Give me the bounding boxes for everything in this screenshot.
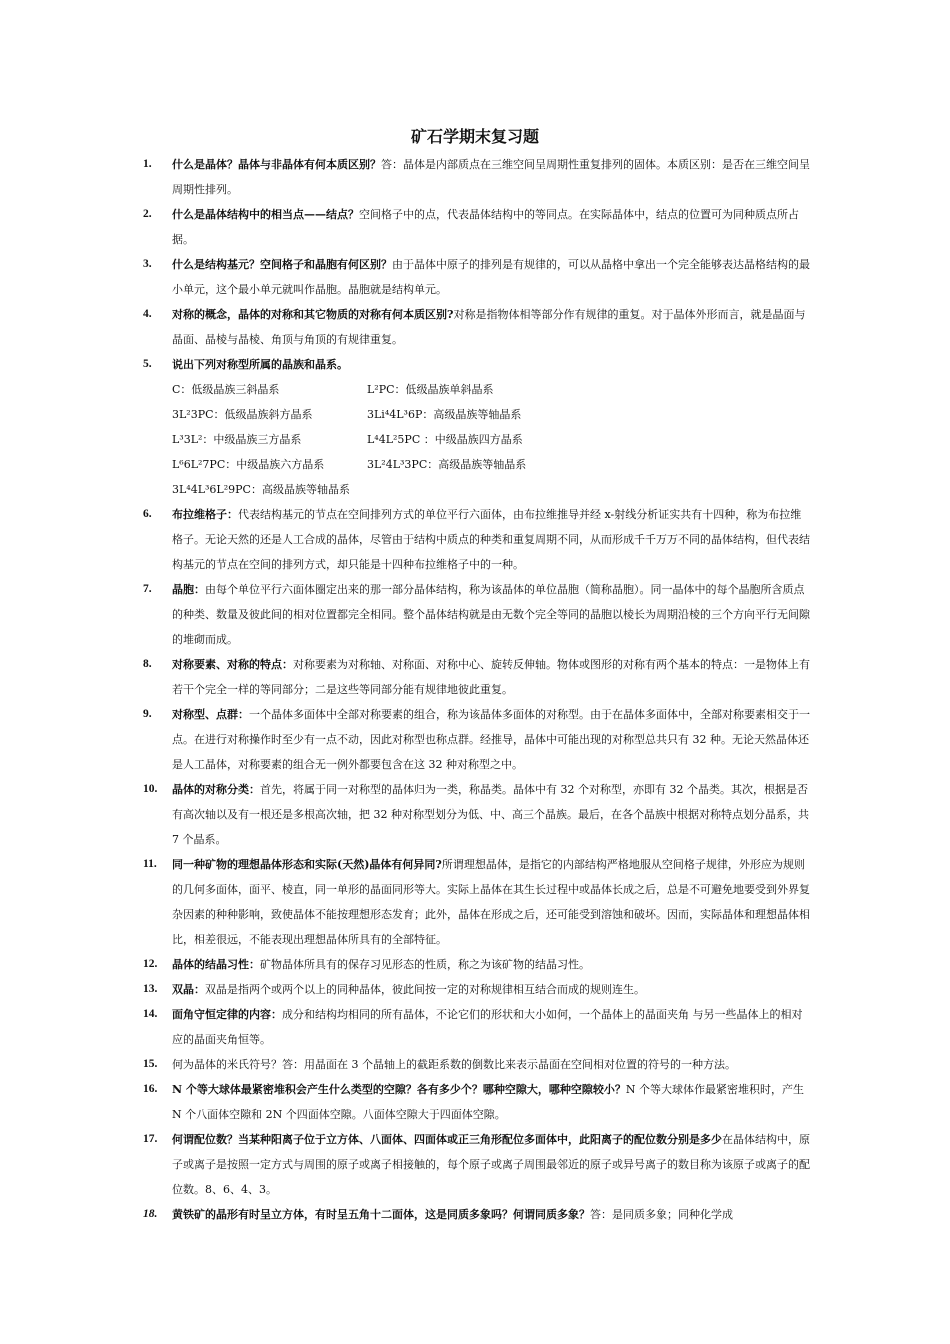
list-item — [0, 852, 812, 952]
item-number: 5. — [143, 358, 152, 370]
list-item — [0, 1052, 812, 1077]
answer: 所谓理想晶体，是指它的内部结构严格地服从空间格子规律，外形应为规则的几何多面体，面平、棱直，同一单形的晶面同形等大。实际上晶体在其生长过程中或晶体长成之后，总是不可避免地要受到外界复杂因素的种种影响，致使晶体不能按理想形态发育；此外，晶体在形成之后，还可能受到溶蚀和破坏。因而，实际晶体和理想晶体相比，相差很远，不能表现出理想晶体所具有的全部特征。 — [172, 858, 810, 946]
answer: 答：是同质多象；同种化学成 — [590, 1208, 733, 1221]
list-item — [0, 777, 812, 852]
item-number: 9. — [143, 708, 152, 720]
item-number: 7. — [143, 583, 152, 595]
symmetry-row — [172, 452, 812, 477]
question: 晶体的结晶习性： — [172, 958, 260, 971]
list-item — [0, 152, 812, 202]
answer: 空间格子中的点，代表晶体结构中的等同点。在实际晶体中，结点的位置可为同种质点所占据。 — [172, 208, 799, 246]
answer: 对称要素为对称轴、对称面、对称中心、旋转反伸轴。物体或图形的对称有两个基本的特点：一是物体上有若干个完全一样的等同部分；二是这些等同部分能有规律地彼此重复。 — [172, 658, 810, 696]
item-number: 6. — [143, 508, 152, 520]
question: 对称要素、对称的特点： — [172, 658, 293, 671]
answer: 对称是指物体相等部分作有规律的重复。对于晶体外形而言，就是晶面与晶面、晶棱与晶棱、角顶与角顶的有规律重复。 — [172, 308, 806, 346]
item-number: 4. — [143, 308, 152, 320]
item-number: 10. — [143, 783, 158, 795]
item-number: 18. — [143, 1208, 158, 1220]
list-item — [0, 702, 812, 777]
question: 对称型、点群： — [172, 708, 249, 721]
answer: 代表结构基元的节点在空间排列方式的单位平行六面体，由布拉维推导并经 x-射线分析证实共有十四种，称为布拉维格子。无论天然的还是人工合成的晶体，尽管由于结构中质点的种类和重复周期不同，从而形成千千万万不同的晶体结构，但代表结构基元的节点在空间的排列方式，却只能是十四种布拉维格子中的一种。 — [172, 508, 810, 571]
item-number: 14. — [143, 1008, 158, 1020]
item-number: 1. — [143, 158, 152, 170]
symmetry-entry: L⁴4L²5PC ：中级晶族四方晶系 — [367, 433, 523, 446]
symmetry-row — [172, 377, 812, 402]
symmetry-row — [172, 402, 812, 427]
answer: N 个等大球体作最紧密堆积时，产生 N 个八面体空隙和 2N 个四面体空隙。八面体空隙大于四面体空隙。 — [172, 1083, 805, 1121]
question: 布拉维格子： — [172, 508, 238, 521]
item-number: 3. — [143, 258, 152, 270]
question: 同一种矿物的理想晶体形态和实际(天然)晶体有何异同? — [172, 858, 442, 871]
question: 面角守恒定律的内容： — [172, 1008, 282, 1021]
list-item — [0, 502, 812, 577]
list-item — [0, 577, 812, 652]
symmetry-entry: L⁶6L²7PC：中级晶族六方晶系 — [172, 458, 325, 471]
item-number: 2. — [143, 208, 152, 220]
list-item — [0, 302, 812, 352]
item-number: 11. — [143, 858, 157, 870]
answer: 矿物晶体所具有的保存习见形态的性质，称之为该矿物的结晶习性。 — [260, 958, 590, 971]
item-number: 8. — [143, 658, 152, 670]
symmetry-entry: 3L⁴4L³6L²9PC：高级晶族等轴晶系 — [172, 483, 350, 496]
question: N 个等大球体最紧密堆积会产生什么类型的空隙？各有多少个？哪种空隙大，哪种空隙较小？ — [172, 1083, 626, 1096]
item-number: 16. — [143, 1083, 158, 1095]
list-item — [0, 352, 812, 502]
list-item — [0, 652, 812, 702]
answer: 由每个单位平行六面体圈定出来的那一部分晶体结构，称为该晶体的单位晶胞（简称晶胞）。同一晶体中的每个晶胞所含质点的种类、数量及彼此间的相对位置都完全相同。整个晶体结构就是由无数个完全等同的晶胞以棱长为周期沿棱的三个方向平行无间隙的堆砌而成。 — [172, 583, 810, 646]
symmetry-entry: L²PC：低级晶族单斜晶系 — [367, 383, 494, 396]
item-number: 17. — [143, 1133, 158, 1145]
question: 对称的概念，晶体的对称和其它物质的对称有何本质区别? — [172, 308, 454, 321]
symmetry-entry: 3L²4L³3PC：高级晶族等轴晶系 — [367, 458, 527, 471]
answer: 在晶体结构中，原子或离子是按照一定方式与周围的原子或离子相接触的，每个原子或离子周围最邻近的原子或异号离子的数目称为该原子或离子的配位数。8、6、4、3。 — [172, 1133, 810, 1196]
answer: 双晶是指两个或两个以上的同种晶体，彼此间按一定的对称规律相互结合而成的规则连生。 — [205, 983, 645, 996]
symmetry-row — [172, 427, 812, 452]
list-item — [0, 1202, 812, 1227]
list-item — [0, 977, 812, 1002]
item-number: 12. — [143, 958, 158, 970]
question: 晶胞： — [172, 583, 205, 596]
list-item — [0, 1002, 812, 1052]
question: 何谓配位数？当某种阳离子位于立方体、八面体、四面体或正三角形配位多面体中，此阳离子的配位数分别是多少 — [172, 1133, 722, 1146]
answer: 何为晶体的米氏符号？答：用晶面在 3 个晶轴上的截距系数的倒数比来表示晶面在空间相对位置的符号的一种方法。 — [172, 1058, 736, 1071]
question-list — [0, 152, 950, 1227]
answer: 答：晶体是内部质点在三维空间呈周期性重复排列的固体。本质区别：是否在三维空间呈周期性排列。 — [172, 158, 810, 196]
page-title: 矿石学期末复习题 — [410, 127, 539, 146]
list-item — [0, 1077, 812, 1127]
answer: 首先，将属于同一对称型的晶体归为一类，称晶类。晶体中有 32 个对称型，亦即有 32 个晶类。其次，根据是否有高次轴以及有一根还是多根高次轴，把 32 种对称型划分为低、中、高三个晶族。最后，在各个晶族中根据对称特点划分晶系，共 7 个晶系。 — [172, 783, 809, 846]
answer: 一个晶体多面体中全部对称要素的组合，称为该晶体多面体的对称型。由于在晶体多面体中，全部对称要素相交于一点。在进行对称操作时至少有一点不动，因此对称型也称点群。经推导，晶体中可能出现的对称型总共只有 32 种。无论天然晶体还是人工晶体，对称要素的组合无一例外都要包含在这 32 种对称型之中。 — [172, 708, 810, 771]
symmetry-entry: C：低级晶族三斜晶系 — [172, 383, 280, 396]
symmetry-entry: 3Li⁴4L³6P：高级晶族等轴晶系 — [367, 408, 522, 421]
item-number: 15. — [143, 1058, 158, 1070]
symmetry-entry: 3L²3PC：低级晶族斜方晶系 — [172, 408, 313, 421]
question: 黄铁矿的晶形有时呈立方体，有时呈五角十二面体，这是同质多象吗？何谓同质多象？ — [172, 1208, 590, 1221]
list-item — [0, 202, 812, 252]
question: 晶体的对称分类： — [172, 783, 260, 796]
answer: 成分和结构均相同的所有晶体，不论它们的形状和大小如何，一个晶体上的晶面夹角 与另一些晶体上的相对应的晶面夹角恒等。 — [172, 1008, 803, 1046]
symmetry-entry: L³3L²：中级晶族三方晶系 — [172, 433, 302, 446]
question: 什么是晶体结构中的相当点——结点？ — [172, 208, 359, 221]
item-number: 13. — [143, 983, 158, 995]
question: 什么是晶体？晶体与非晶体有何本质区别？ — [172, 158, 381, 171]
list-item — [0, 952, 812, 977]
question: 什么是结构基元？空间格子和晶胞有何区别？ — [172, 258, 392, 271]
list-item — [0, 252, 812, 302]
symmetry-row — [172, 477, 812, 502]
list-item — [0, 1127, 812, 1202]
question: 双晶： — [172, 983, 205, 996]
question: 说出下列对称型所属的晶族和晶系。 — [172, 358, 348, 371]
answer: 由于晶体中原子的排列是有规律的，可以从晶格中拿出一个完全能够表达晶格结构的最小单元，这个最小单元就叫作晶胞。晶胞就是结构单元。 — [172, 258, 810, 296]
